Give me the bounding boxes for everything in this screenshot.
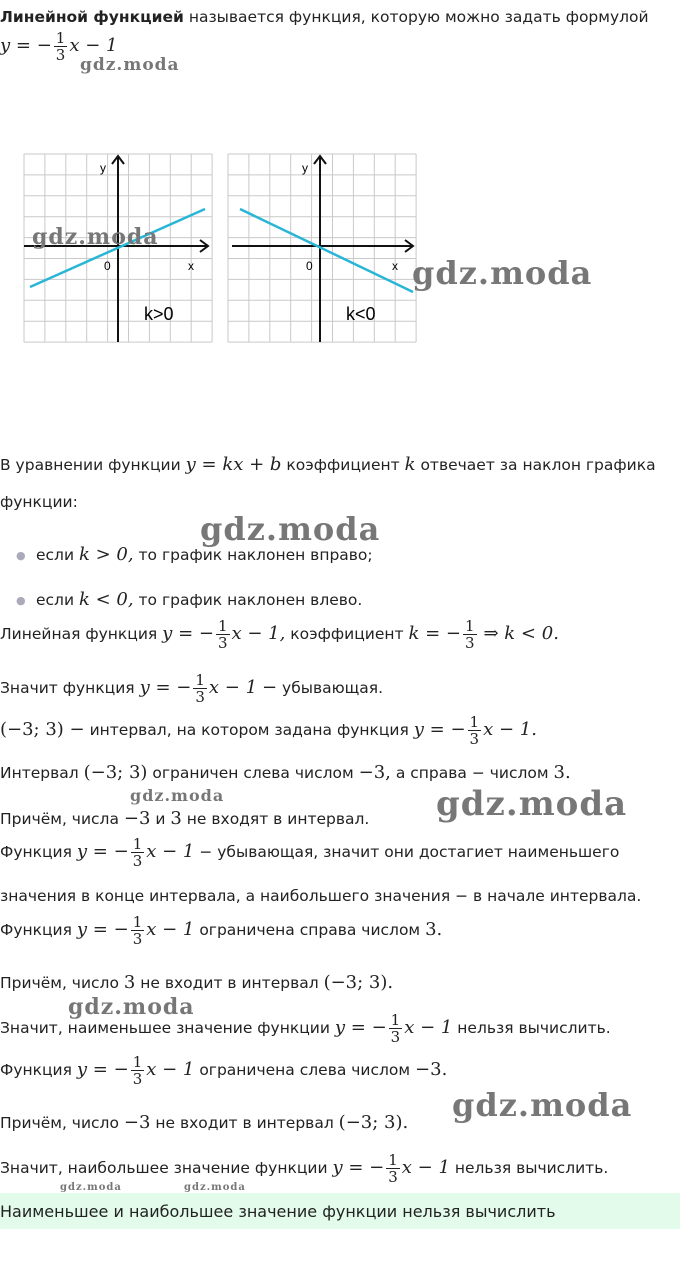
formula-fraction: $\frac{1}{3}$ (55, 29, 66, 64)
line-decreasing-function: Значит функция y = − $\frac{1}{3}$ x − 1 − убывающая. (0, 671, 384, 706)
line-bounded-left: Функция y = − $\frac{1}{3}$ x − 1 ограничена слева числом −3. (0, 1053, 448, 1088)
line-min-value: Значит, наименьшее значение функции y = − $\frac{1}{3}$ x − 1 нельзя вычислить. (0, 1011, 611, 1046)
y-label-right: y (302, 161, 308, 175)
watermark: gdz.moda (130, 786, 225, 805)
caption-right: k<0 (346, 304, 376, 324)
formula-lhs: y = − (0, 35, 52, 56)
line-interval-bounds: Интервал (−3; 3) ограничен слева числом −3, а справа − числом 3. (0, 762, 571, 783)
line-interval: (−3; 3) − интервал, на котором задана функция y = − $\frac{1}{3}$ x − 1. (0, 713, 537, 748)
y-label-left: y (100, 161, 106, 175)
line-minus3-excluded: Причём, число −3 не входит в интервал (−3; 3). (0, 1112, 409, 1133)
intro-bold: Линейной функцией (0, 8, 184, 26)
line-3-excluded: Причём, число 3 не входит в интервал (−3; 3). (0, 972, 394, 993)
watermark: gdz.moda (412, 254, 593, 292)
watermark: gdz.moda (80, 55, 180, 75)
answer-box (0, 1193, 680, 1229)
watermark: gdz.moda (60, 1182, 122, 1193)
paragraph-slope: В уравнении функции y = kx + b коэффициент k отвечает за наклон графика (0, 454, 656, 475)
bullet-dot: ● (16, 549, 26, 562)
bullet-dot: ● (16, 594, 26, 607)
line-function-decreasing: Функция y = − $\frac{1}{3}$ x − 1 − убывающая, значит они достагиет наименьшего (0, 835, 620, 870)
origin-left: 0 (104, 259, 111, 273)
watermark: gdz.moda (184, 1182, 246, 1193)
caption-left: k>0 (144, 304, 174, 324)
watermark: gdz.moda (32, 224, 159, 250)
bullet-item: ● если k > 0, то график наклонен вправо; (16, 544, 373, 565)
intro-rest: называется функция, которую можно задать формулой (188, 8, 649, 26)
x-label-right: x (392, 259, 398, 273)
answer-text: Наименьшее и наибольшее значение функции нельзя вычислить (0, 1201, 556, 1221)
line-max-value: Значит, наибольшее значение функции y = − $\frac{1}{3}$ x − 1 нельзя вычислить. (0, 1151, 609, 1186)
line-bounded-right: Функция y = − $\frac{1}{3}$ x − 1 ограничена справа числом 3. (0, 913, 443, 948)
watermark: gdz.moda (452, 1086, 633, 1124)
paragraph-slope-cont: функции: (0, 493, 78, 511)
origin-right: 0 (306, 259, 313, 273)
bullet-item: ● если k < 0, то график наклонен влево. (16, 589, 363, 610)
formula-rhs: x − 1 (69, 35, 118, 56)
graph-right (228, 154, 416, 342)
line-linear-function: Линейная функция y = − $\frac{1}{3}$ x − 1, коэффициент k = − $\frac{1}{3}$ ⇒ k < 0. (0, 617, 559, 652)
intro-line (0, 8, 649, 26)
x-label-left: x (188, 259, 194, 273)
line-values: значения в конце интервала, а наибольшего значения − в начале интервала. (0, 887, 642, 905)
watermark: gdz.moda (68, 994, 195, 1020)
watermark: gdz.moda (436, 784, 628, 824)
watermark: gdz.moda (200, 510, 381, 548)
line-excluded: Причём, числа −3 и 3 не входят в интервал. (0, 808, 370, 829)
